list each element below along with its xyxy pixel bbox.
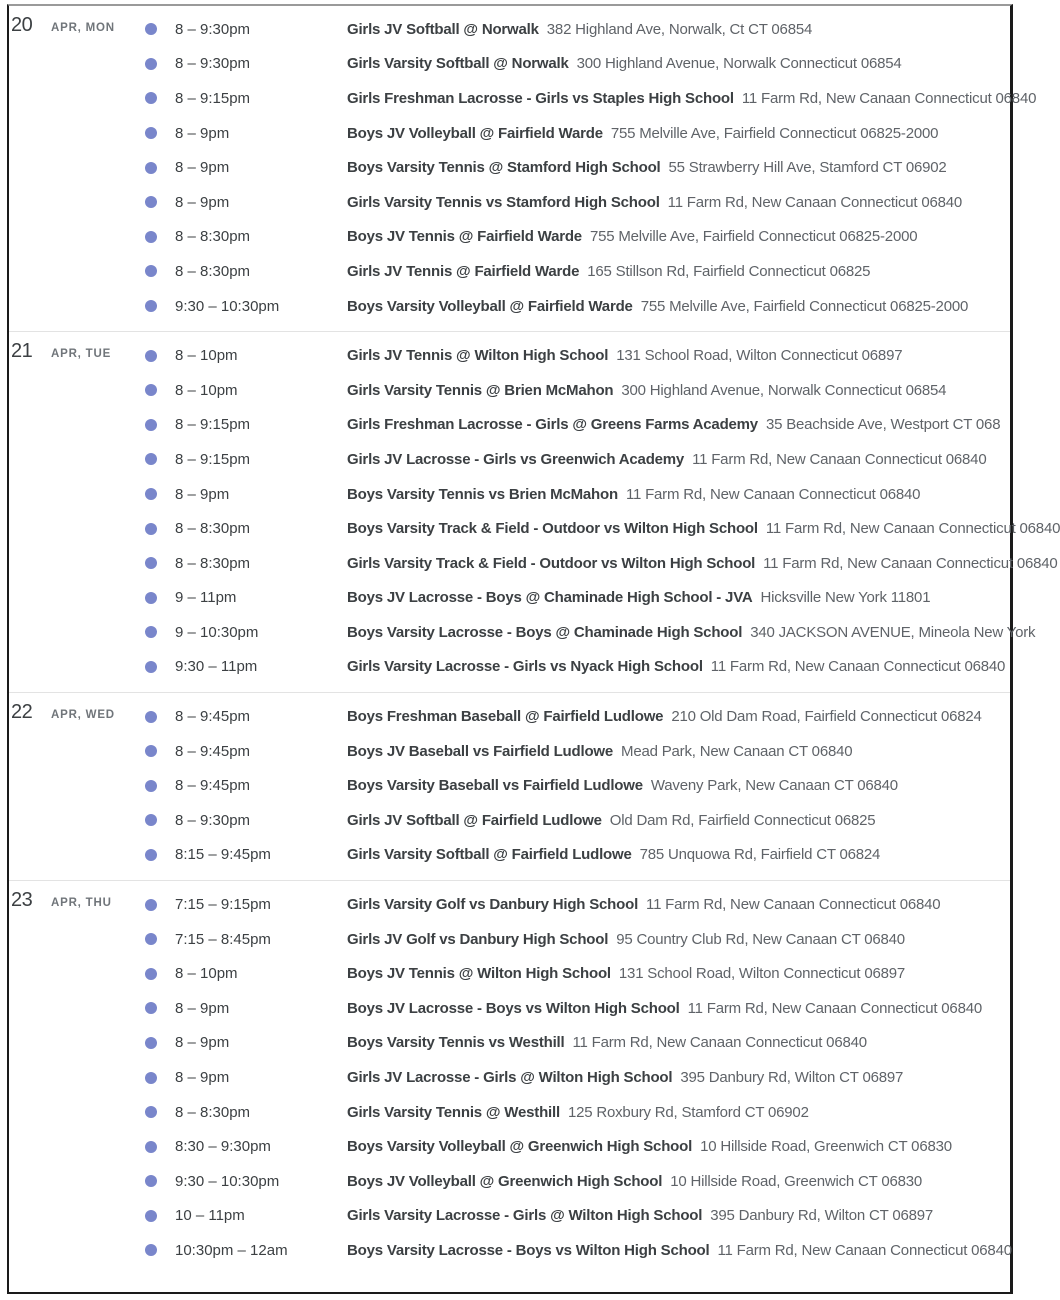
event-color-dot-icon <box>145 162 157 174</box>
event-location: 11 Farm Rd, New Canaan Connecticut 06840 <box>710 658 1006 676</box>
event-row[interactable] <box>9 116 1010 151</box>
event-time: 8 – 9:15pm <box>175 450 251 468</box>
event-color-dot-icon <box>145 384 157 396</box>
day-weekday: APR, TUE <box>51 348 112 361</box>
event-time: 8 – 9:30pm <box>175 55 251 73</box>
event-list <box>9 338 1060 684</box>
event-description <box>347 194 962 211</box>
event-description <box>347 159 947 176</box>
event-description <box>347 931 905 948</box>
event-time: 8 – 8:30pm <box>175 520 251 538</box>
event-row[interactable] <box>9 477 1010 512</box>
event-title[interactable]: Boys Varsity Tennis vs Westhill <box>347 1034 565 1052</box>
event-title[interactable]: Girls Varsity Softball @ Fairfield Ludlowe <box>347 846 632 864</box>
event-time: 8 – 9pm <box>175 159 230 177</box>
event-location: 11 Farm Rd, New Canaan Connecticut 06840 <box>572 1034 867 1052</box>
event-description <box>347 1000 982 1017</box>
event-description <box>347 1173 922 1190</box>
event-color-dot-icon <box>145 23 157 35</box>
event-description <box>347 228 917 245</box>
event-row[interactable] <box>9 511 1060 546</box>
event-time: 8 – 9pm <box>175 1034 230 1052</box>
event-color-dot-icon <box>145 1210 157 1222</box>
event-location: 755 Melville Ave, Fairfield Connecticut 06825-2000 <box>610 124 939 142</box>
event-description <box>347 416 1000 433</box>
event-color-dot-icon <box>145 933 157 945</box>
event-title[interactable]: Girls JV Golf vs Danbury High School <box>347 930 609 948</box>
event-time: 8:15 – 9:45pm <box>175 846 271 864</box>
event-color-dot-icon <box>145 780 157 792</box>
event-location: 165 Stillson Rd, Fairfield Connecticut 06825 <box>587 262 871 280</box>
event-color-dot-icon <box>145 1244 157 1256</box>
event-color-dot-icon <box>145 849 157 861</box>
event-row[interactable] <box>9 81 1037 116</box>
event-location: 340 JACKSON AVENUE, Mineola New York <box>750 623 1036 641</box>
event-row[interactable] <box>9 838 1010 873</box>
event-row[interactable] <box>9 922 1010 957</box>
event-title[interactable]: Girls JV Softball @ Fairfield Ludlowe <box>347 811 602 829</box>
event-row[interactable] <box>9 1095 1010 1130</box>
event-title[interactable]: Boys JV Lacrosse - Boys vs Wilton High School <box>347 999 680 1017</box>
event-color-dot-icon <box>145 592 157 604</box>
event-time: 8 – 10pm <box>175 965 238 983</box>
event-color-dot-icon <box>145 711 157 723</box>
event-title[interactable]: Boys Varsity Volleyball @ Greenwich High School <box>347 1138 693 1156</box>
event-color-dot-icon <box>145 453 157 465</box>
event-color-dot-icon <box>145 92 157 104</box>
event-description <box>347 896 940 913</box>
event-time: 7:15 – 8:45pm <box>175 930 271 948</box>
event-title[interactable]: Girls Freshman Lacrosse - Girls @ Greens Farms Academy <box>347 416 758 434</box>
event-location: 10 Hillside Road, Greenwich CT 06830 <box>670 1172 923 1190</box>
event-description <box>347 555 1058 572</box>
event-location: Waveny Park, New Canaan CT 06840 <box>650 777 898 795</box>
event-time: 10 – 11pm <box>175 1207 245 1225</box>
event-location: 210 Old Dam Road, Fairfield Connecticut 06824 <box>671 708 982 726</box>
event-location: 395 Danbury Rd, Wilton CT 06897 <box>680 1069 904 1087</box>
event-time: 8 – 9:45pm <box>175 777 251 795</box>
event-title[interactable]: Girls Varsity Tennis @ Brien McMahon <box>347 381 614 399</box>
day-section <box>9 6 1037 332</box>
event-time: 8 – 10pm <box>175 347 238 365</box>
event-title[interactable]: Girls JV Lacrosse - Girls @ Wilton High School <box>347 1069 673 1087</box>
event-location: 382 Highland Ave, Norwalk, Ct CT 06854 <box>546 20 813 38</box>
event-color-dot-icon <box>145 745 157 757</box>
event-description <box>347 451 986 468</box>
event-color-dot-icon <box>145 1072 157 1084</box>
event-row[interactable] <box>9 1026 1010 1061</box>
event-time: 8:30 – 9:30pm <box>175 1138 271 1156</box>
event-row[interactable] <box>9 1060 1010 1095</box>
event-location: 11 Farm Rd, New Canaan Connecticut 06840 <box>692 450 987 468</box>
day-number[interactable]: 21 <box>11 340 33 363</box>
event-time: 8 – 9pm <box>175 1069 230 1087</box>
event-time: 8 – 9:15pm <box>175 416 251 434</box>
event-description <box>347 589 930 606</box>
event-title[interactable]: Girls Varsity Tennis vs Stamford High School <box>347 193 660 211</box>
event-location: 11 Farm Rd, New Canaan Connecticut 06840 <box>625 485 921 503</box>
event-row[interactable] <box>9 220 1010 255</box>
event-time: 9:30 – 11pm <box>175 658 258 676</box>
event-location: 131 School Road, Wilton Connecticut 06897 <box>618 965 906 983</box>
event-description <box>347 846 880 863</box>
event-row[interactable] <box>9 887 1010 922</box>
event-title[interactable]: Boys Varsity Lacrosse - Boys vs Wilton High School <box>347 1241 710 1259</box>
event-title[interactable]: Boys Varsity Tennis @ Stamford High School <box>347 159 661 177</box>
event-title[interactable]: Boys JV Tennis @ Wilton High School <box>347 965 611 983</box>
event-time: 8 – 9:45pm <box>175 708 251 726</box>
event-title[interactable]: Girls Varsity Lacrosse - Girls @ Wilton High School <box>347 1207 703 1225</box>
event-location: Old Dam Rd, Fairfield Connecticut 06825 <box>609 811 876 829</box>
event-color-dot-icon <box>145 196 157 208</box>
event-row[interactable] <box>9 991 1010 1026</box>
event-color-dot-icon <box>145 1175 157 1187</box>
event-description <box>347 486 920 503</box>
day-number[interactable]: 23 <box>11 889 33 912</box>
event-description <box>347 743 852 760</box>
event-location: 300 Highland Avenue, Norwalk Connecticut 06854 <box>621 381 947 399</box>
event-time: 8 – 9:30pm <box>175 20 251 38</box>
event-description <box>347 1034 867 1051</box>
event-location: 131 School Road, Wilton Connecticut 06897 <box>616 347 903 365</box>
event-row[interactable] <box>9 185 1010 220</box>
event-row[interactable] <box>9 1199 1010 1234</box>
event-location: 11 Farm Rd, New Canaan Connecticut 06840 <box>667 193 963 211</box>
event-description <box>347 1138 952 1155</box>
event-color-dot-icon <box>145 968 157 980</box>
event-description <box>347 55 902 72</box>
event-title[interactable]: Boys Varsity Tennis vs Brien McMahon <box>347 485 618 503</box>
event-color-dot-icon <box>145 1037 157 1049</box>
event-row[interactable] <box>9 373 1010 408</box>
event-row[interactable] <box>9 12 1010 47</box>
event-time: 8 – 9pm <box>175 124 230 142</box>
event-title[interactable]: Girls JV Lacrosse - Girls vs Greenwich Academy <box>347 450 685 468</box>
event-description <box>347 658 1005 675</box>
event-title[interactable]: Girls Varsity Golf vs Danbury High School <box>347 896 639 914</box>
event-row[interactable] <box>9 254 1010 289</box>
event-color-dot-icon <box>145 350 157 362</box>
event-description <box>347 708 982 725</box>
event-title[interactable]: Boys Varsity Baseball vs Fairfield Ludlowe <box>347 777 643 795</box>
day-section <box>9 693 1010 881</box>
event-color-dot-icon <box>145 488 157 500</box>
event-row[interactable] <box>9 956 1010 991</box>
event-title[interactable]: Boys JV Tennis @ Fairfield Warde <box>347 228 582 246</box>
event-color-dot-icon <box>145 300 157 312</box>
day-section <box>9 881 1010 1276</box>
event-title[interactable]: Boys Varsity Lacrosse - Boys @ Chaminade High School <box>347 623 743 641</box>
event-description <box>347 1069 903 1086</box>
event-color-dot-icon <box>145 231 157 243</box>
event-title[interactable]: Girls JV Tennis @ Fairfield Warde <box>347 262 580 280</box>
event-color-dot-icon <box>145 557 157 569</box>
event-color-dot-icon <box>145 1106 157 1118</box>
event-row[interactable] <box>9 581 1010 616</box>
event-list <box>9 12 1037 323</box>
day-weekday: APR, THU <box>51 897 112 910</box>
event-title[interactable]: Girls JV Tennis @ Wilton High School <box>347 347 609 365</box>
event-color-dot-icon <box>145 265 157 277</box>
event-row[interactable] <box>9 768 1010 803</box>
event-location: 11 Farm Rd, New Canaan Connecticut 06840 <box>717 1241 1012 1259</box>
event-color-dot-icon <box>145 899 157 911</box>
event-description <box>347 812 875 829</box>
event-location: 95 Country Club Rd, New Canaan CT 06840 <box>616 930 905 948</box>
event-description <box>347 298 968 315</box>
event-row[interactable] <box>9 546 1058 581</box>
event-row[interactable] <box>9 1233 1010 1268</box>
event-description <box>347 1207 933 1224</box>
event-color-dot-icon <box>145 419 157 431</box>
event-location: 11 Farm Rd, New Canaan Connecticut 06840 <box>765 520 1060 538</box>
event-row[interactable] <box>9 1129 1010 1164</box>
event-location: 755 Melville Ave, Fairfield Connecticut 06825-2000 <box>589 228 918 246</box>
event-title[interactable]: Boys Freshman Baseball @ Fairfield Ludlowe <box>347 708 664 726</box>
event-location: 11 Farm Rd, New Canaan Connecticut 06840 <box>741 89 1037 107</box>
agenda-list <box>7 4 1060 1294</box>
event-color-dot-icon <box>145 1141 157 1153</box>
event-description <box>347 777 898 794</box>
event-location: 785 Unquowa Rd, Fairfield CT 06824 <box>639 846 881 864</box>
event-time: 8 – 9:45pm <box>175 742 251 760</box>
event-time: 8 – 9:15pm <box>175 89 251 107</box>
event-time: 7:15 – 9:15pm <box>175 896 271 914</box>
event-time: 10:30pm – 12am <box>175 1241 288 1259</box>
event-row[interactable] <box>9 408 1010 443</box>
event-row[interactable] <box>9 615 1036 650</box>
event-location: 300 Highland Avenue, Norwalk Connecticut 06854 <box>576 55 902 73</box>
event-time: 8 – 9pm <box>175 999 230 1017</box>
event-title[interactable]: Girls Freshman Lacrosse - Girls vs Staples High School <box>347 89 734 107</box>
event-row[interactable] <box>9 699 1010 734</box>
event-description <box>347 1104 809 1121</box>
day-weekday: APR, WED <box>51 709 115 722</box>
day-number[interactable]: 20 <box>11 14 33 36</box>
event-row[interactable] <box>9 47 1010 82</box>
event-row[interactable] <box>9 734 1010 769</box>
event-color-dot-icon <box>145 58 157 70</box>
event-color-dot-icon <box>145 523 157 535</box>
event-time: 8 – 9pm <box>175 485 230 503</box>
event-row[interactable] <box>9 650 1010 685</box>
event-time: 9:30 – 10:30pm <box>175 1172 280 1190</box>
event-row[interactable] <box>9 442 1010 477</box>
event-title[interactable]: Boys JV Volleyball @ Greenwich High School <box>347 1172 663 1190</box>
event-title[interactable]: Boys Varsity Track & Field - Outdoor vs Wilton High School <box>347 520 758 538</box>
event-location: 395 Danbury Rd, Wilton CT 06897 <box>710 1207 934 1225</box>
day-weekday: APR, MON <box>51 22 115 34</box>
event-color-dot-icon <box>145 127 157 139</box>
event-description <box>347 382 946 399</box>
event-time: 8 – 8:30pm <box>175 1103 251 1121</box>
day-section <box>9 332 1060 693</box>
event-list <box>9 699 1010 872</box>
event-title[interactable]: Girls Varsity Tennis @ Westhill <box>347 1103 560 1121</box>
event-title[interactable]: Boys JV Volleyball @ Fairfield Warde <box>347 124 603 142</box>
event-location: 11 Farm Rd, New Canaan Connecticut 06840 <box>646 896 941 914</box>
event-location: Hicksville New York 11801 <box>760 589 931 607</box>
event-location: 755 Melville Ave, Fairfield Connecticut 06825-2000 <box>640 297 969 315</box>
event-description <box>347 21 812 38</box>
event-row[interactable] <box>9 338 1010 373</box>
event-description <box>347 90 1036 107</box>
event-description <box>347 347 902 364</box>
event-row[interactable] <box>9 289 1010 324</box>
event-description <box>347 624 1035 641</box>
event-title[interactable]: Girls Varsity Track & Field - Outdoor vs Wilton High School <box>347 554 756 572</box>
event-time: 9 – 10:30pm <box>175 623 259 641</box>
event-time: 9 – 11pm <box>175 589 237 607</box>
event-location: 11 Farm Rd, New Canaan Connecticut 06840 <box>763 554 1058 572</box>
event-title[interactable]: Girls JV Softball @ Norwalk <box>347 20 539 38</box>
event-description <box>347 263 870 280</box>
event-time: 8 – 8:30pm <box>175 262 251 280</box>
event-time: 8 – 10pm <box>175 381 238 399</box>
event-title[interactable]: Girls Varsity Softball @ Norwalk <box>347 55 569 73</box>
event-row[interactable] <box>9 150 1010 185</box>
event-list <box>9 887 1010 1268</box>
event-time: 8 – 9:30pm <box>175 811 251 829</box>
event-location: 10 Hillside Road, Greenwich CT 06830 <box>700 1138 952 1156</box>
event-location: 125 Roxbury Rd, Stamford CT 06902 <box>567 1103 809 1121</box>
event-time: 8 – 9pm <box>175 193 230 211</box>
event-time: 8 – 8:30pm <box>175 228 251 246</box>
event-time: 8 – 8:30pm <box>175 554 251 572</box>
event-description <box>347 1242 1012 1259</box>
event-location: 11 Farm Rd, New Canaan Connecticut 06840 <box>687 999 982 1017</box>
event-color-dot-icon <box>145 814 157 826</box>
event-color-dot-icon <box>145 661 157 673</box>
event-color-dot-icon <box>145 1002 157 1014</box>
event-row[interactable] <box>9 803 1010 838</box>
event-description <box>347 520 1060 537</box>
event-title[interactable]: Boys Varsity Volleyball @ Fairfield Warde <box>347 297 633 315</box>
event-time: 9:30 – 10:30pm <box>175 297 280 315</box>
event-location: Mead Park, New Canaan CT 06840 <box>621 742 853 760</box>
event-title[interactable]: Boys JV Baseball vs Fairfield Ludlowe <box>347 742 614 760</box>
event-description <box>347 965 905 982</box>
event-title[interactable]: Girls Varsity Lacrosse - Girls vs Nyack High School <box>347 658 703 676</box>
event-row[interactable] <box>9 1164 1010 1199</box>
event-description <box>347 125 938 142</box>
event-color-dot-icon <box>145 626 157 638</box>
day-number[interactable]: 22 <box>11 701 33 724</box>
event-title[interactable]: Boys JV Lacrosse - Boys @ Chaminade High School - JVA <box>347 589 753 607</box>
event-location: 55 Strawberry Hill Ave, Stamford CT 06902 <box>668 159 947 177</box>
event-location: 35 Beachside Ave, Westport CT 068 <box>765 416 1001 434</box>
